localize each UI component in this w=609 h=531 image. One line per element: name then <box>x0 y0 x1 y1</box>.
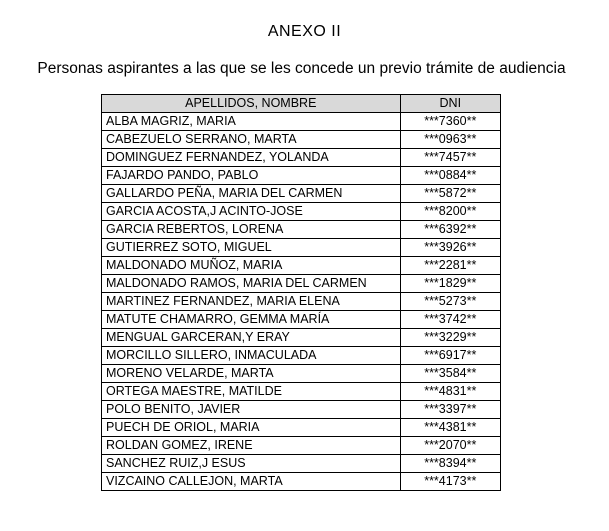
table-row <box>102 311 501 329</box>
table-row <box>102 185 501 203</box>
cell-name: GARCIA REBERTOS, LORENA <box>102 221 401 239</box>
table-row <box>102 275 501 293</box>
cell-dni: ***8394** <box>400 455 500 473</box>
document-title: ANEXO II <box>267 23 342 40</box>
table-row <box>102 203 501 221</box>
cell-dni: ***8200** <box>400 203 500 221</box>
cell-dni: ***2070** <box>400 437 500 455</box>
cell-dni: ***2281** <box>400 257 500 275</box>
cell-name: MORENO VELARDE, MARTA <box>102 365 401 383</box>
cell-name: MENGUAL GARCERAN,Y ERAY <box>102 329 401 347</box>
applicants-table <box>101 94 501 491</box>
table-row <box>102 131 501 149</box>
cell-name: FAJARDO PANDO, PABLO <box>102 167 401 185</box>
cell-name: MARTINEZ FERNANDEZ, MARIA ELENA <box>102 293 401 311</box>
cell-dni: ***4381** <box>400 419 500 437</box>
cell-dni: ***0884** <box>400 167 500 185</box>
cell-name: VIZCAINO CALLEJON, MARTA <box>102 473 401 491</box>
cell-name: GARCIA ACOSTA,J ACINTO-JOSE <box>102 203 401 221</box>
cell-dni: ***5872** <box>400 185 500 203</box>
cell-name: ALBA MAGRIZ, MARIA <box>102 113 401 131</box>
cell-dni: ***7457** <box>400 149 500 167</box>
table-row <box>102 239 501 257</box>
table-row <box>102 419 501 437</box>
cell-name: POLO BENITO, JAVIER <box>102 401 401 419</box>
table-row <box>102 221 501 239</box>
header-name: APELLIDOS, NOMBRE <box>102 95 401 113</box>
cell-dni: ***4173** <box>400 473 500 491</box>
table-row <box>102 401 501 419</box>
table-row <box>102 347 501 365</box>
cell-name: GALLARDO PEÑA, MARIA DEL CARMEN <box>102 185 401 203</box>
table-row <box>102 329 501 347</box>
table-row <box>102 293 501 311</box>
table-row <box>102 365 501 383</box>
document-subtitle: Personas aspirantes a las que se les concede un previo trámite de audiencia <box>37 60 566 77</box>
cell-name: MALDONADO RAMOS, MARIA DEL CARMEN <box>102 275 401 293</box>
cell-dni: ***3229** <box>400 329 500 347</box>
cell-dni: ***0963** <box>400 131 500 149</box>
cell-dni: ***3742** <box>400 311 500 329</box>
cell-dni: ***1829** <box>400 275 500 293</box>
table-row <box>102 113 501 131</box>
table-row <box>102 455 501 473</box>
cell-name: ROLDAN GOMEZ, IRENE <box>102 437 401 455</box>
cell-dni: ***7360** <box>400 113 500 131</box>
cell-dni: ***6917** <box>400 347 500 365</box>
cell-name: MATUTE CHAMARRO, GEMMA MARÍA <box>102 311 401 329</box>
cell-dni: ***5273** <box>400 293 500 311</box>
cell-dni: ***6392** <box>400 221 500 239</box>
cell-name: ORTEGA MAESTRE, MATILDE <box>102 383 401 401</box>
cell-name: GUTIERREZ SOTO, MIGUEL <box>102 239 401 257</box>
table-row <box>102 437 501 455</box>
header-dni: DNI <box>400 95 500 113</box>
table-body <box>102 113 501 491</box>
cell-name: SANCHEZ RUIZ,J ESUS <box>102 455 401 473</box>
cell-name: PUECH DE ORIOL, MARIA <box>102 419 401 437</box>
cell-name: CABEZUELO SERRANO, MARTA <box>102 131 401 149</box>
table-row <box>102 149 501 167</box>
cell-name: DOMINGUEZ FERNANDEZ, YOLANDA <box>102 149 401 167</box>
cell-name: MALDONADO MUÑOZ, MARIA <box>102 257 401 275</box>
table-row <box>102 473 501 491</box>
cell-dni: ***3584** <box>400 365 500 383</box>
table-row <box>102 167 501 185</box>
table-row <box>102 257 501 275</box>
cell-name: MORCILLO SILLERO, INMACULADA <box>102 347 401 365</box>
cell-dni: ***3926** <box>400 239 500 257</box>
cell-dni: ***4831** <box>400 383 500 401</box>
table-row <box>102 383 501 401</box>
table-header-row <box>102 95 501 113</box>
cell-dni: ***3397** <box>400 401 500 419</box>
